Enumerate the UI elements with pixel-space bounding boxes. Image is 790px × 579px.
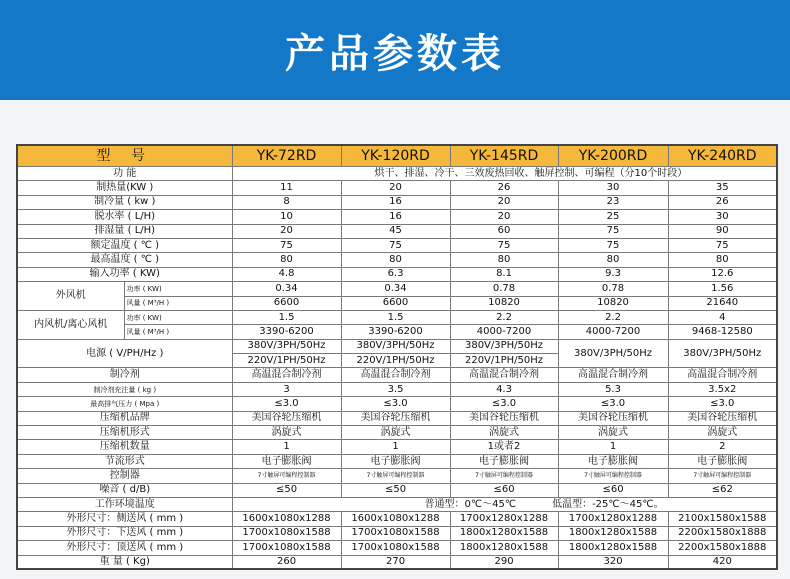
table-row xyxy=(17,310,777,324)
row-label: 压缩机形式 xyxy=(17,426,232,440)
row-label: 工作环境温度 xyxy=(17,497,232,511)
row-value: 1或者2 xyxy=(450,440,558,454)
row-value: 电子膨胀阀 xyxy=(558,454,668,468)
row-label: 电源 ( V/PH/Hz ) xyxy=(17,339,232,368)
fan-label: 外风机 xyxy=(17,282,124,311)
row-label: 噪音 ( d/B) xyxy=(17,483,232,497)
row-value: 80 xyxy=(668,253,777,267)
row-value: 1800x1280x1588 xyxy=(558,541,668,555)
row-value: 26 xyxy=(668,195,777,209)
row-value: 1700x1280x1288 xyxy=(558,512,668,526)
page-title: 产品参数表 xyxy=(285,30,505,77)
row-value: 高温混合制冷剂 xyxy=(341,368,450,382)
row-value: ≤3.0 xyxy=(232,397,341,411)
row-value: 0.78 xyxy=(558,282,668,296)
fan-label: 内风机/离心风机 xyxy=(17,310,124,339)
row-value: 1.5 xyxy=(232,310,341,324)
row-value: 10820 xyxy=(558,296,668,310)
table-row xyxy=(17,411,777,425)
table-row xyxy=(17,512,777,526)
row-value: 美国谷轮压缩机 xyxy=(341,411,450,425)
row-value: 20 xyxy=(341,181,450,195)
row-value: 1 xyxy=(232,440,341,454)
row-value: 3390-6200 xyxy=(341,325,450,339)
row-value: 3390-6200 xyxy=(232,325,341,339)
row-value: 6600 xyxy=(341,296,450,310)
row-value: 9.3 xyxy=(558,267,668,281)
row-label: 输入功率 ( KW) xyxy=(17,267,232,281)
row-value: 美国谷轮压缩机 xyxy=(450,411,558,425)
row-value: 3.5 xyxy=(341,382,450,396)
row-value: 5.3 xyxy=(558,382,668,396)
function-row xyxy=(17,167,777,181)
row-value: 35 xyxy=(668,181,777,195)
row-label: 制热量(KW ) xyxy=(17,181,232,195)
table-row xyxy=(17,469,777,483)
row-value: 2200x1580x1888 xyxy=(668,526,777,540)
row-value: 2 xyxy=(668,440,777,454)
row-value: 3 xyxy=(232,382,341,396)
row-value: 涡旋式 xyxy=(450,426,558,440)
row-value: 80 xyxy=(341,253,450,267)
row-value: 7寸触屏可编程控制器 xyxy=(341,469,450,483)
row-value: 高温混合制冷剂 xyxy=(232,368,341,382)
row-value: 21640 xyxy=(668,296,777,310)
row-label: 压缩机品牌 xyxy=(17,411,232,425)
row-value: 320 xyxy=(558,555,668,569)
row-value: 4.3 xyxy=(450,382,558,396)
row-value: 4 xyxy=(668,310,777,324)
row-value: 高温混合制冷剂 xyxy=(450,368,558,382)
table-row xyxy=(17,555,777,569)
row-value: 75 xyxy=(558,238,668,252)
table-row xyxy=(17,426,777,440)
table-row xyxy=(17,253,777,267)
row-value: 1700x1080x1588 xyxy=(232,541,341,555)
row-value: 75 xyxy=(232,238,341,252)
row-value: 220V/1PH/50Hz xyxy=(232,354,341,368)
row-label: 外形尺寸：顶送风 ( mm ) xyxy=(17,541,232,555)
row-value: 美国谷轮压缩机 xyxy=(232,411,341,425)
row-value: ≤3.0 xyxy=(668,397,777,411)
table-row xyxy=(17,497,777,511)
row-value: ≤50 xyxy=(341,483,450,497)
row-value: 涡旋式 xyxy=(558,426,668,440)
table-row xyxy=(17,267,777,281)
row-value: 高温混合制冷剂 xyxy=(668,368,777,382)
environment-value xyxy=(232,497,777,511)
table-row xyxy=(17,382,777,396)
row-value: 25 xyxy=(558,210,668,224)
row-value: 7寸触屏可编程控制器 xyxy=(232,469,341,483)
header-banner xyxy=(0,0,790,100)
table-row xyxy=(17,454,777,468)
row-value: 2.2 xyxy=(558,310,668,324)
row-value: 12.6 xyxy=(668,267,777,281)
row-value: 75 xyxy=(450,238,558,252)
row-value: 电子膨胀阀 xyxy=(341,454,450,468)
row-value: 7寸触屏可编程控制器 xyxy=(668,469,777,483)
row-value: 20 xyxy=(450,195,558,209)
row-value: 10820 xyxy=(450,296,558,310)
row-value: 30 xyxy=(668,210,777,224)
table-row xyxy=(17,339,777,353)
row-label: 脱水率 ( L/H) xyxy=(17,210,232,224)
header-row xyxy=(17,145,777,167)
table-row xyxy=(17,526,777,540)
fan-power-label: 功率 ( KW) xyxy=(124,282,232,296)
row-value: ≤3.0 xyxy=(341,397,450,411)
row-value: 1.56 xyxy=(668,282,777,296)
spec-table xyxy=(16,144,778,570)
row-value: ≤3.0 xyxy=(450,397,558,411)
row-value: 380V/3PH/50Hz xyxy=(668,339,777,368)
row-value: 20 xyxy=(450,210,558,224)
row-value: 1700x1080x1588 xyxy=(232,526,341,540)
row-value: 美国谷轮压缩机 xyxy=(668,411,777,425)
row-value: 30 xyxy=(558,181,668,195)
row-value: 3.5x2 xyxy=(668,382,777,396)
row-label: 排湿量 ( L/H) xyxy=(17,224,232,238)
row-value: 涡旋式 xyxy=(668,426,777,440)
fan-air-label: 风量 ( M³/H ) xyxy=(124,325,232,339)
row-value: 60 xyxy=(450,224,558,238)
row-value: 8 xyxy=(232,195,341,209)
row-value: 80 xyxy=(232,253,341,267)
row-label: 最高温度 ( ℃ ) xyxy=(17,253,232,267)
row-value: 380V/3PH/50Hz xyxy=(232,339,341,353)
row-value: 1800x1280x1588 xyxy=(450,541,558,555)
row-value: 260 xyxy=(232,555,341,569)
row-value: 1 xyxy=(558,440,668,454)
table-row xyxy=(17,440,777,454)
row-value: 75 xyxy=(558,224,668,238)
row-value: 0.34 xyxy=(232,282,341,296)
row-value: 10 xyxy=(232,210,341,224)
row-label: 重 量 ( Kg) xyxy=(17,555,232,569)
row-value: 11 xyxy=(232,181,341,195)
row-value: 电子膨胀阀 xyxy=(450,454,558,468)
row-value: 1600x1080x1288 xyxy=(232,512,341,526)
row-value: 380V/3PH/50Hz xyxy=(450,339,558,353)
table-row xyxy=(17,325,777,339)
row-value: 420 xyxy=(668,555,777,569)
row-value: 380V/3PH/50Hz xyxy=(558,339,668,368)
row-value: 80 xyxy=(558,253,668,267)
row-label: 外形尺寸：侧送风 ( mm ) xyxy=(17,512,232,526)
row-value: ≤60 xyxy=(558,483,668,497)
row-value: 1800x1280x1588 xyxy=(558,526,668,540)
row-value: 45 xyxy=(341,224,450,238)
row-value: ≤60 xyxy=(450,483,558,497)
row-value: 380V/3PH/50Hz xyxy=(341,339,450,353)
row-value: 0.34 xyxy=(341,282,450,296)
row-value: 电子膨胀阀 xyxy=(232,454,341,468)
table-row xyxy=(17,181,777,195)
row-label: 控制器 xyxy=(17,469,232,483)
row-value: 16 xyxy=(341,195,450,209)
row-value: 1800x1280x1588 xyxy=(450,526,558,540)
row-value: 23 xyxy=(558,195,668,209)
row-value: ≤50 xyxy=(232,483,341,497)
row-value: ≤3.0 xyxy=(558,397,668,411)
table-row xyxy=(17,195,777,209)
row-value: 6600 xyxy=(232,296,341,310)
table-row xyxy=(17,541,777,555)
row-value: 高温混合制冷剂 xyxy=(558,368,668,382)
row-label: 节流形式 xyxy=(17,454,232,468)
row-value: 涡旋式 xyxy=(232,426,341,440)
row-label: 制冷剂 xyxy=(17,368,232,382)
model-name: YK-145RD xyxy=(450,145,558,167)
environment-normal: 普通型：0℃～45℃ xyxy=(424,498,517,510)
table-row xyxy=(17,210,777,224)
row-value: 75 xyxy=(668,238,777,252)
row-value: 4.8 xyxy=(232,267,341,281)
model-name: YK-72RD xyxy=(232,145,341,167)
row-value: 90 xyxy=(668,224,777,238)
row-value: 1700x1080x1588 xyxy=(341,526,450,540)
table-row xyxy=(17,397,777,411)
table-row xyxy=(17,296,777,310)
row-value: 220V/1PH/50Hz xyxy=(450,354,558,368)
row-value: 1700x1080x1588 xyxy=(341,541,450,555)
row-value: 8.1 xyxy=(450,267,558,281)
row-value: 2200x1580x1888 xyxy=(668,541,777,555)
row-value: ≤62 xyxy=(668,483,777,497)
table-row xyxy=(17,368,777,382)
row-value: 电子膨胀阀 xyxy=(668,454,777,468)
row-value: 220V/1PH/50Hz xyxy=(341,354,450,368)
row-value: 75 xyxy=(341,238,450,252)
fan-air-label: 风量 ( M³/H ) xyxy=(124,296,232,310)
row-value: 4000-7200 xyxy=(450,325,558,339)
row-label: 最高排气压力 ( Mpa ) xyxy=(17,397,232,411)
function-value: 烘干、排湿、冷干、三效废热回收、触屏控制、可编程（分10个时段） xyxy=(232,167,777,181)
row-value: 1 xyxy=(341,440,450,454)
row-value: 26 xyxy=(450,181,558,195)
table-row xyxy=(17,238,777,252)
row-value: 1.5 xyxy=(341,310,450,324)
fan-power-label: 功率 ( KW) xyxy=(124,310,232,324)
row-value: 7寸触屏可编程控制器 xyxy=(450,469,558,483)
spec-sheet xyxy=(16,144,776,570)
model-name: YK-200RD xyxy=(558,145,668,167)
model-header: 型 号 xyxy=(17,145,232,167)
row-label: 功 能 xyxy=(17,167,232,181)
table-row xyxy=(17,224,777,238)
row-value: 9468-12580 xyxy=(668,325,777,339)
table-row xyxy=(17,282,777,296)
row-label: 制冷剂充注量 ( kg ) xyxy=(17,382,232,396)
row-label: 外形尺寸：下送风 ( mm ) xyxy=(17,526,232,540)
row-value: 2.2 xyxy=(450,310,558,324)
table-row xyxy=(17,483,777,497)
row-value: 4000-7200 xyxy=(558,325,668,339)
row-value: 6.3 xyxy=(341,267,450,281)
row-value: 美国谷轮压缩机 xyxy=(558,411,668,425)
row-value: 涡旋式 xyxy=(341,426,450,440)
row-label: 额定温度 ( ℃ ) xyxy=(17,238,232,252)
row-value: 20 xyxy=(232,224,341,238)
row-value: 7寸触屏可编程控制器 xyxy=(558,469,668,483)
row-label: 制冷量 ( kw ) xyxy=(17,195,232,209)
row-value: 1600x1080x1288 xyxy=(341,512,450,526)
row-value: 80 xyxy=(450,253,558,267)
row-label: 压缩机数量 xyxy=(17,440,232,454)
row-value: 16 xyxy=(341,210,450,224)
row-value: 0.78 xyxy=(450,282,558,296)
model-name: YK-120RD xyxy=(341,145,450,167)
row-value: 1700x1280x1288 xyxy=(450,512,558,526)
row-value: 2100x1580x1588 xyxy=(668,512,777,526)
row-value: 270 xyxy=(341,555,450,569)
model-name: YK-240RD xyxy=(668,145,777,167)
environment-low: 低温型：-25℃～45℃。 xyxy=(552,498,664,510)
row-value: 290 xyxy=(450,555,558,569)
